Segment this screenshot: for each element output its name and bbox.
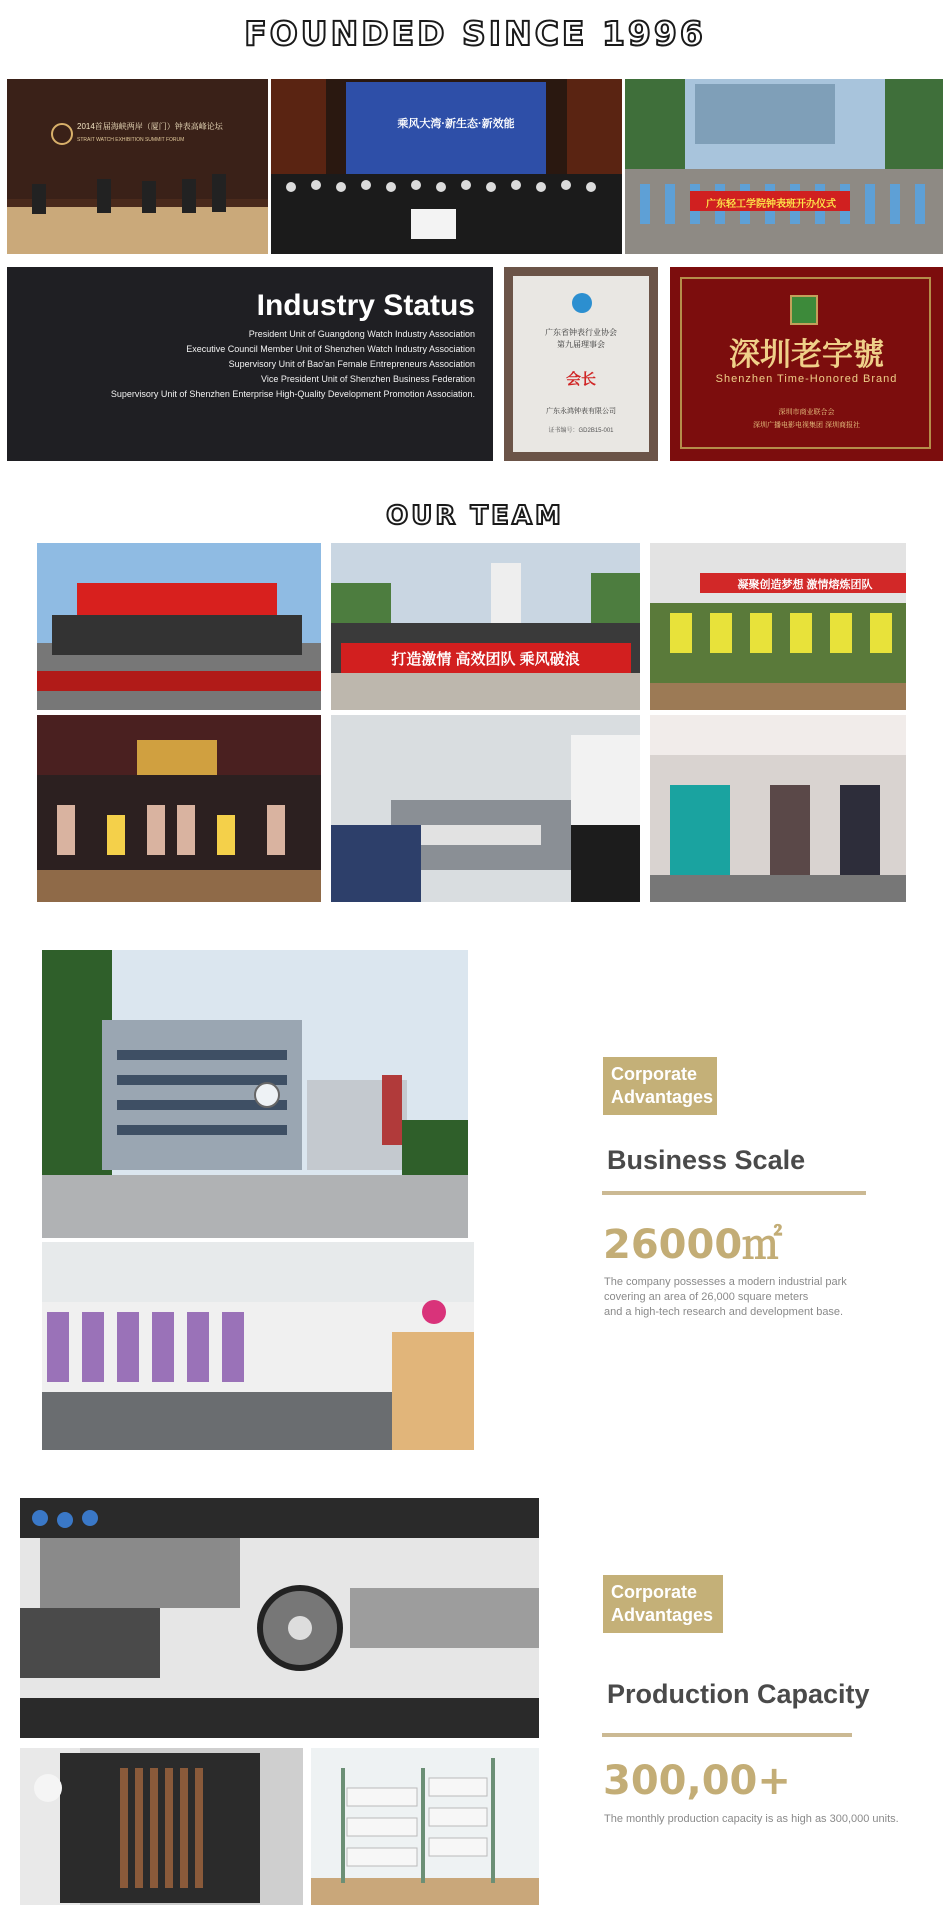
advantage2-badge	[603, 1575, 723, 1633]
brand-footer1: 深圳市商业联合会	[778, 409, 835, 416]
warehouse-shelves-photo	[311, 1748, 539, 1905]
production-capacity-description: The monthly production capacity is as high as 300,000 units.	[604, 1813, 899, 1825]
advantage2-badge-text: Corporate Advantages	[611, 1582, 714, 1625]
status-line-5: Supervisory Unit of Shenzhen Enterprise High-Quality Development Promotion Association.	[110, 389, 475, 399]
worker-equipment-photo	[20, 1748, 303, 1905]
meeting-group-photo	[271, 79, 622, 254]
status-line-4: Vice President Unit of Shenzhen Business Federation	[261, 374, 475, 384]
industrial-park-photo	[42, 950, 468, 1238]
team-photo-3	[650, 543, 906, 710]
team-photo-2	[331, 543, 640, 710]
team-photo-1	[37, 543, 321, 710]
business-scale-rule	[602, 1191, 866, 1195]
outdoor-ceremony-photo	[625, 79, 943, 254]
forum-banner-cn: 2014首届海峡两岸（厦门）钟表高峰论坛	[77, 122, 223, 131]
association-plaque	[504, 267, 658, 461]
plaque-company: 广东永鸿钟表有限公司	[546, 408, 616, 415]
team-title: OUR TEAM	[386, 501, 564, 531]
production-capacity-number: 300,00+	[603, 1758, 791, 1804]
advantage1-badge	[603, 1057, 717, 1115]
team-banner-1: 打造激情 高效团队 乘风破浪	[391, 651, 580, 668]
business-scale-description: The company possesses a modern industrial park covering an area of 26,000 square meters and a high-tech research and development base.	[604, 1276, 847, 1318]
production-capacity-heading: Production Capacity	[607, 1679, 870, 1709]
plaque-line2: 第九届理事会	[557, 340, 605, 349]
meeting-screen-text: 乘风大湾·新生态·新效能	[397, 118, 515, 130]
business-scale-heading: Business Scale	[607, 1145, 806, 1175]
advantage1-badge-text: Corporate Advantages	[611, 1064, 714, 1107]
ceremony-banner-text: 广东轻工学院钟表班开办仪式	[706, 199, 836, 210]
factory-staff-lobby-photo	[42, 1242, 474, 1450]
industry-status-title: Industry Status	[256, 289, 475, 322]
plaque-cert: 证书编号：GD2B15-001	[548, 428, 614, 434]
status-line-2: Executive Council Member Unit of Shenzhen Watch Industry Association	[186, 344, 475, 354]
team-photo-4	[37, 715, 321, 902]
plaque-role: 会长	[565, 371, 596, 388]
brand-cn: 深圳老字號	[729, 337, 884, 373]
plaque-line1: 广东省钟表行业协会	[545, 328, 617, 337]
forum-photo	[7, 79, 268, 254]
status-line-3: Supervisory Unit of Bao'an Female Entrepreneurs Association	[228, 359, 475, 369]
machining-bw-photo	[20, 1498, 539, 1738]
team-photo-5	[331, 715, 640, 902]
production-capacity-rule	[602, 1733, 852, 1737]
industry-status-panel	[7, 267, 493, 461]
business-scale-number: 26000㎡	[603, 1222, 783, 1268]
forum-banner-en: STRAIT WATCH EXHIBITION SUMMIT FORUM	[77, 137, 185, 143]
brand-en: Shenzhen Time-Honored Brand	[715, 373, 898, 385]
founded-title: FOUNDED SINCE 1996	[244, 14, 706, 53]
brand-footer2: 深圳广播电影电视集团 深圳商报社	[753, 422, 860, 429]
team-banner-2: 凝聚创造梦想 激情熔炼团队	[737, 579, 873, 591]
plaque-logo-icon	[572, 293, 592, 313]
time-honored-brand-plaque	[670, 267, 943, 461]
brand-logo-icon	[790, 295, 818, 325]
team-photo-6	[650, 715, 906, 902]
status-line-1: President Unit of Guangdong Watch Industry Association	[248, 329, 475, 339]
